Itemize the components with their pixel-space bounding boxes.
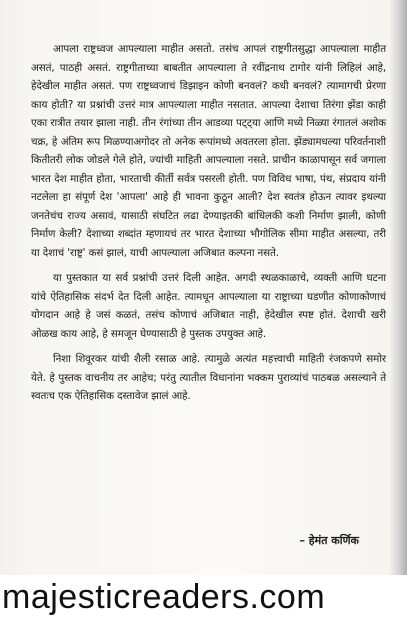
paragraph-2: या पुस्तकात या सर्व प्रश्नांची उत्तरं दिली आहेत. अगदी स्थळकाळाचे, व्यक्ती आणि घटना यांचे ऐतिहासिक संदर्भ देत दिली आहेत. त्यामधून आपल्याला या राष्ट्राच्या घडणीत कोणाकोणाचं योगदान आहे हे जसं कळतं, तसंच कोणाचं अजिबात नाही, हेदेखील स्पष्ट होतं. देशाची खरी ओळख काय आहे, हे समजून घेण्यासाठी हे पुस्तक उपयुक्त आहे. — [31, 272, 386, 340]
page-binding-shadow — [389, 0, 407, 600]
watermark-text: majesticreaders.com — [2, 578, 326, 616]
paragraph-1: आपला राष्ट्रध्वज आपल्याला माहीत असतो. तसंच आपलं राष्ट्रगीतसुद्धा आपल्याला माहीत असतं, पाठही असतं. राष्ट्रगीताच्या बाबतीत आपल्याला ते रवींद्रनाथ टागोर यांनी लिहिलं आहे, हेदेखील माहीत असतं. पण राष्ट्रध्वजाचं डिझाइन कोणी बनवलं? कधी बनवलं? त्यामागची प्रेरणा काय होती? या प्रश्नांची उत्तरं मात्र आपल्याला माहीत नसतात. आपल्या देशाचा तिरंगा झेंडा काही एका रात्रीत तयार झाला नाही. तीन रंगांच्या तीन आडव्या पट्ट्या आणि मध्ये निळ्या रंगातलं अशोक चक्र, हे अंतिम रूप मिळण्याअगोदर तो अनेक रूपांमध्ये अवतरला होता. झेंड्यामधल्या परिवर्तनाशी कितीतरी लोक जोडले गेले होते, ज्यांची माहिती आपल्याला नसते. प्राचीन काळापासून सर्व जगाला भारत देश माहीत होता, भारताची कीर्ती सर्वत्र पसरली होती. पण विविध भाषा, पंथ, संप्रदाय यांनी नटलेला हा संपूर्ण देश 'आपला' आहे ही भावना कुठून आली? देश स्वतंत्र होऊन त्यावर इथल्या जनतेचंच राज्य असावं, यासाठी संघटित लढा देण्याइतकी बांधिलकी कशी निर्माण झाली, कोणी निर्माण केली? देशाच्या शब्दांत म्हणायचं तर भारत देशाच्या भौगोलिक सीमा माहीत असल्या, तरी या देशाचं 'राष्ट्र' कसं झालं, याची आपल्याला अजिबात कल्पना नसते. — [31, 43, 386, 259]
watermark-banner — [0, 575, 407, 615]
paragraph-3: निशा शिवूरकर यांची शैली रसाळ आहे. त्यामुळे अत्यंत महत्त्वाची माहिती रंजकपणे समोर येते. हे पुस्तक वाचनीय तर आहेच; परंतु त्यातील विधानांना भक्कम पुराव्यांचं पाठबळ असल्याने ते स्वतःच एक ऐतिहासिक दस्तावेज झालं आहे. — [31, 353, 386, 402]
page-body-text — [31, 40, 386, 416]
author-signature: – हेमंत कर्णिक — [299, 534, 359, 547]
